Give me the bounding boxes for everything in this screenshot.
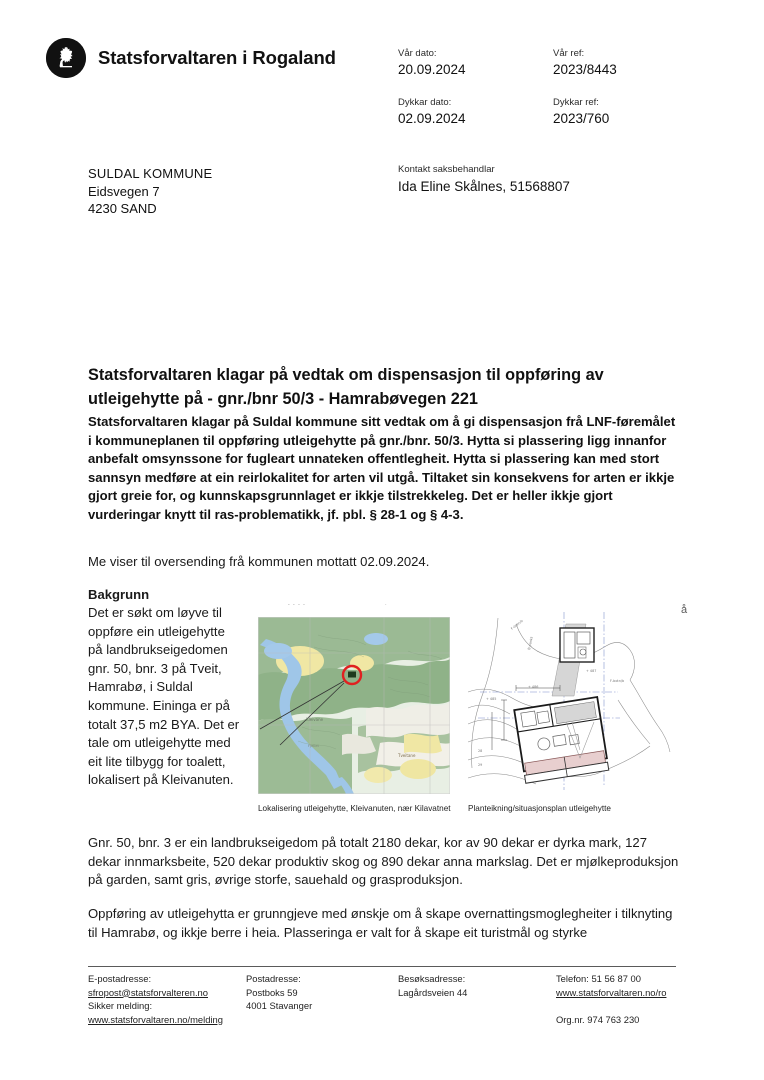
- svg-text:B-punkt: B-punkt: [527, 636, 534, 651]
- footer-postal-city: 4001 Stavanger: [246, 1000, 313, 1012]
- letterhead: [46, 38, 336, 78]
- footer-spacer: [556, 999, 680, 1013]
- contact-value: Ida Eline Skålnes, 51568807: [398, 179, 570, 194]
- svg-text:F-botn/b: F-botn/b: [610, 679, 625, 683]
- meta-label-var-ref: Vår ref:: [553, 48, 585, 59]
- meta-value-dykkar-ref: 2023/760: [553, 111, 610, 126]
- recipient-address: [88, 165, 212, 218]
- contact-block: [398, 164, 570, 194]
- footer-email-link[interactable]: sfropost@statsforvalteren.no: [88, 986, 208, 998]
- map-tick-right: ·: [385, 602, 387, 608]
- footer-visit-street: Lagårdsveien 44: [398, 986, 468, 998]
- svg-text:+ 485: + 485: [486, 697, 497, 701]
- norwegian-lion-crest-icon: [46, 38, 86, 78]
- svg-text:29: 29: [478, 763, 483, 767]
- footer-website-link[interactable]: www.statsforvaltaren.no/ro: [556, 986, 667, 998]
- footer-secure-label: Sikker melding:: [88, 1000, 153, 1012]
- recipient-postal: 4230 SAND: [88, 201, 157, 216]
- footer-postal-box: Postboks 59: [246, 986, 298, 998]
- svg-text:Kleivane: Kleivane: [306, 717, 324, 722]
- document-title: Statsforvaltaren klagar på vedtak om dispensasjon til oppføring av utleigehytte på - gnr./bnr 50/3 - Hamrabøvegen 221: [88, 365, 604, 408]
- body-paragraph-purpose: Oppføring av utleigehytta er grunngjeve med ønskje om å skape overnattingsmoglegheiter i tilknyting til Hamrabø, og ikkje berre i heia. Plasseringa er valt for å skape eit turistmål og styrke: [88, 906, 673, 940]
- footer-column-email: [88, 972, 246, 1026]
- letter-metadata: [398, 48, 698, 146]
- recipient-name: SULDAL KOMMUNE: [88, 166, 213, 181]
- footer-orgnr: Org.nr. 974 763 230: [556, 1013, 640, 1025]
- svg-text:Fjellet: Fjellet: [308, 744, 319, 748]
- svg-text:+ 487: + 487: [586, 669, 597, 673]
- map-tick-left: - - - -: [288, 602, 306, 608]
- meta-value-dykkar-dato: 02.09.2024: [398, 111, 466, 126]
- organization-name: Statsforvaltaren i Rogaland: [98, 47, 336, 68]
- meta-value-var-dato: 20.09.2024: [398, 62, 466, 77]
- section-heading-bakgrunn: Bakgrunn: [88, 587, 150, 602]
- svg-text:+ 486: + 486: [528, 685, 539, 689]
- contact-label: Kontakt saksbehandlar: [398, 164, 495, 175]
- plan-caption: Planteikning/situasjonsplan utleigehytte: [468, 804, 611, 813]
- footer-email-label: E-postadresse:: [88, 973, 152, 984]
- footer-column-phone: [556, 972, 680, 1026]
- body-paragraph-property: Gnr. 50, bnr. 3 er ein landbrukseigedom på totalt 2180 dekar, kor av 90 dekar er dyrka mark, 127 dekar innmarksbeite, 520 dekar produktiv skog og 890 dekar anna markslag. Det er mjølkeproduksjon på garden, samt gris, øvrige storfe, sauehald og grasproduksjon.: [88, 835, 679, 888]
- svg-text:28: 28: [478, 749, 483, 753]
- footer-divider: [88, 966, 676, 967]
- intro-line: Me viser til oversending frå kommunen mottatt 02.09.2024.: [88, 554, 430, 569]
- meta-label-dykkar-ref: Dykkar ref:: [553, 97, 599, 108]
- footer-secure-link[interactable]: www.statsforvaltaren.no/melding: [88, 1013, 223, 1025]
- lead-paragraph: Statsforvaltaren klagar på Suldal kommune sitt vedtak om å gi dispensasjon frå LNF-føremålet i kommuneplanen til oppføring utleigehytte på gnr./bnr. 50/3. Hytta si plassering ligg innanfor anbefalt omsynssone for fugleart unnateken offentlegheit. Hytta si plassering kan med stort sannsyn medføre at ein reirlokalitet for arten vil utgå. Tiltaket sin konsekvens for arten er ikkje gjort greie for, og kunnskapsgrunnlaget er ikkje tilstrekkeleg. Det er heller ikkje gjort vurderingar knytt til ras-problematikk, jf. pbl. § 28-1 og § 4-3.: [88, 414, 676, 522]
- meta-label-var-dato: Vår dato:: [398, 48, 437, 59]
- meta-label-dykkar-dato: Dykkar dato:: [398, 97, 452, 108]
- svg-text:F-botn/b: F-botn/b: [510, 618, 524, 631]
- background-text-column: Det er søkt om løyve til oppføre ein utleigehytte på landbrukseigedomen gnr. 50, bnr. 3 på Tveit, Hamrabø, i Suldal kommune. Eininga er på totalt 37,5 m2 BYA. Det er tale om utleigehytte med eit lite tilbygg for toalett, lokalisert på Kleivanuten.: [88, 605, 240, 788]
- footer-visit-label: Besøksadresse:: [398, 973, 466, 984]
- topographic-location-map: [258, 617, 450, 794]
- map-caption: Lokalisering utleigehytte, Kleivanuten, nær Kilavatnet: [258, 804, 451, 813]
- footer-column-postal: [246, 972, 398, 1026]
- footer-postal-label: Postadresse:: [246, 973, 301, 984]
- footer-phone: Telefon: 51 56 87 00: [556, 973, 641, 984]
- site-plan-drawing: [468, 600, 673, 796]
- recipient-street: Eidsvegen 7: [88, 183, 160, 199]
- meta-value-var-ref: 2023/8443: [553, 62, 617, 77]
- footer: [88, 972, 680, 1026]
- svg-text:Tveitane: Tveitane: [398, 753, 416, 758]
- footer-column-visit: [398, 972, 556, 1026]
- stray-glyph-artifact: å: [681, 604, 688, 616]
